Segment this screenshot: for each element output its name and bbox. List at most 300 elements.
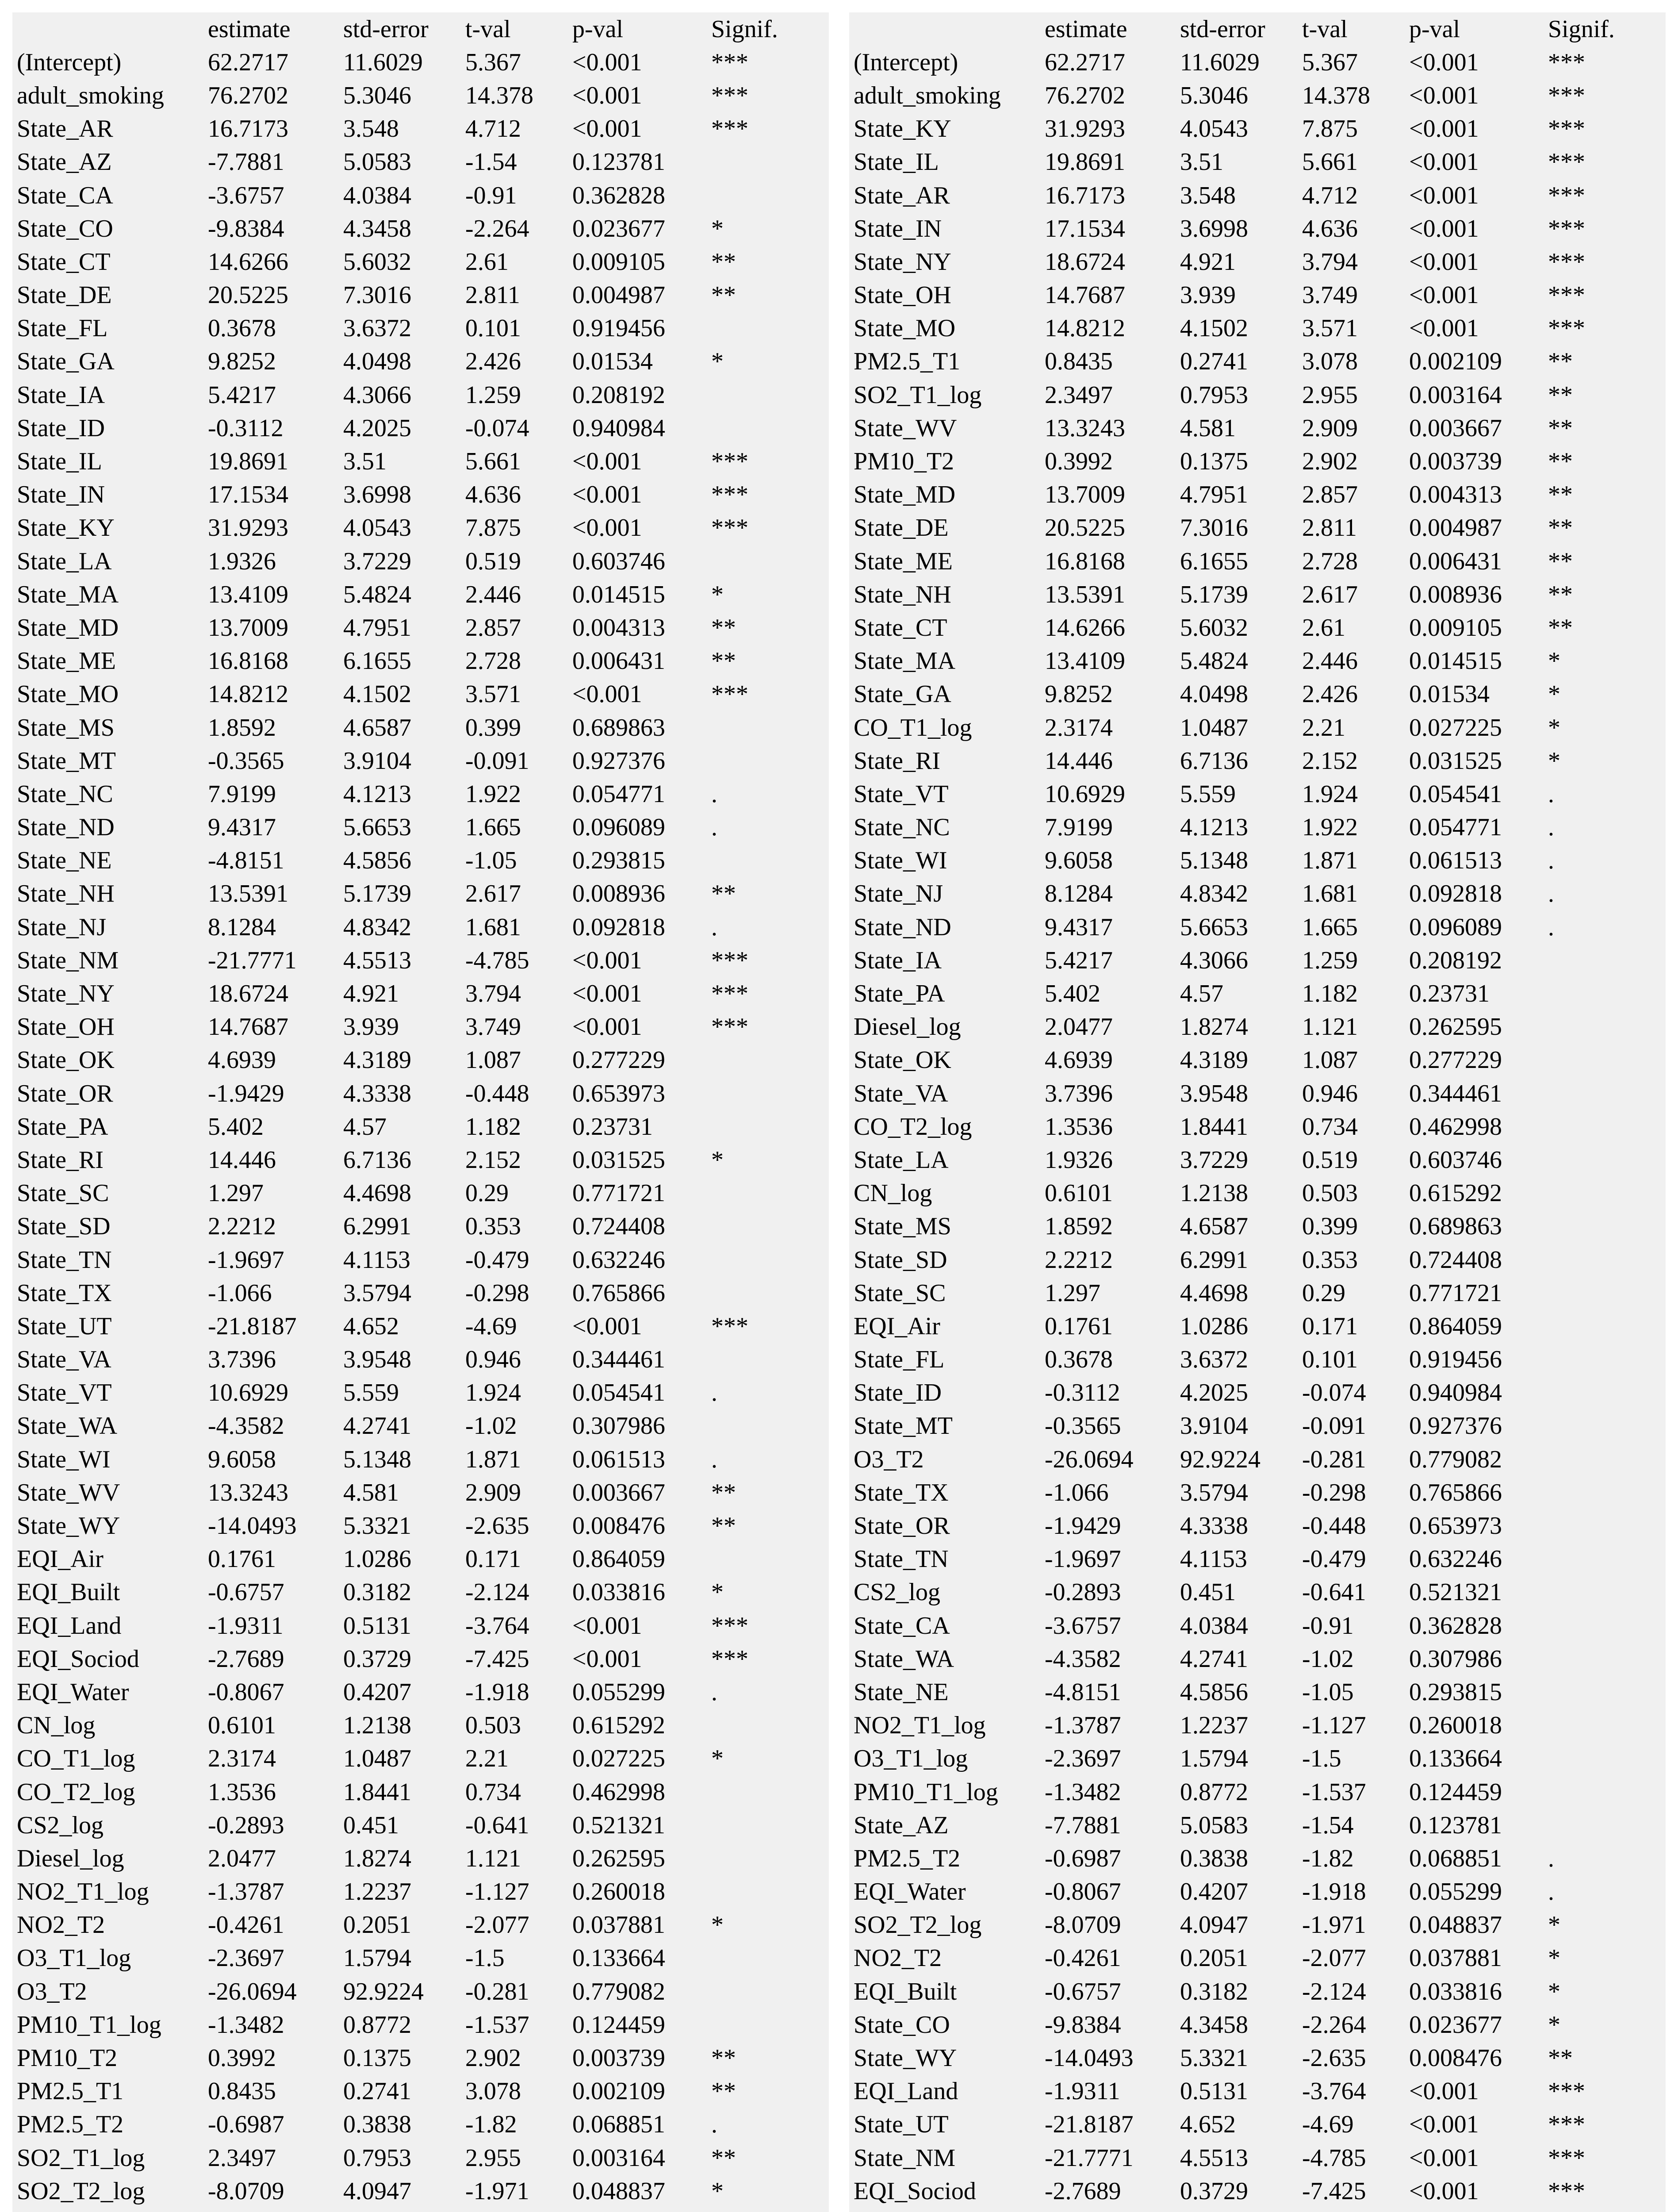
std-error-cell: 0.4207 bbox=[343, 1678, 411, 1706]
table-row bbox=[12, 1576, 789, 1609]
p-val-cell: 0.054541 bbox=[572, 1379, 665, 1407]
std-error-cell: 4.1213 bbox=[343, 780, 411, 808]
signif-cell bbox=[707, 1276, 789, 1310]
estimate-cell: 1.297 bbox=[1045, 1279, 1100, 1307]
p-val-cell: 0.689863 bbox=[572, 714, 665, 741]
p-val-cell: 0.603746 bbox=[1409, 1146, 1502, 1174]
table-row bbox=[12, 1975, 789, 2008]
signif-cell: * bbox=[1548, 2011, 1560, 2039]
signif-cell bbox=[707, 411, 789, 445]
term-cell: EQI_Land bbox=[17, 1612, 122, 1640]
table-row bbox=[12, 1443, 789, 1476]
table-row bbox=[849, 1742, 1626, 1775]
p-val-cell: 0.307986 bbox=[1409, 1645, 1502, 1673]
p-val-cell: 0.054541 bbox=[1409, 780, 1502, 808]
term-cell: State_SC bbox=[17, 1179, 109, 1207]
t-val-cell: -1.02 bbox=[465, 1412, 517, 1440]
t-val-cell: 2.857 bbox=[465, 614, 521, 641]
t-val-cell: 0.734 bbox=[1302, 1113, 1358, 1141]
estimate-cell: 0.3678 bbox=[1045, 1346, 1113, 1374]
std-error-cell: 4.0498 bbox=[1180, 680, 1248, 708]
estimate-cell: 1.3536 bbox=[1045, 1113, 1113, 1141]
signif-cell: . bbox=[711, 814, 717, 841]
estimate-cell: 2.3174 bbox=[1045, 714, 1113, 741]
t-val-cell: -3.764 bbox=[465, 1612, 529, 1640]
std-error-cell: 1.2138 bbox=[1180, 1179, 1248, 1207]
t-val-cell: -0.298 bbox=[465, 1279, 529, 1307]
table-row bbox=[849, 777, 1626, 810]
signif-cell bbox=[707, 146, 789, 179]
std-error-cell: 4.5513 bbox=[1180, 2144, 1248, 2172]
term-cell: State_WA bbox=[854, 1645, 954, 1673]
table-row bbox=[12, 1210, 789, 1243]
signif-cell bbox=[707, 744, 789, 777]
p-val-cell: 0.208192 bbox=[1409, 946, 1502, 974]
signif-cell bbox=[1544, 1543, 1626, 1576]
std-error-cell: 4.5856 bbox=[343, 847, 411, 875]
p-val-cell: 0.277229 bbox=[572, 1046, 665, 1074]
signif-cell: *** bbox=[1548, 148, 1585, 176]
std-error-cell: 7.3016 bbox=[343, 281, 411, 309]
estimate-cell: -1.066 bbox=[1045, 1479, 1109, 1506]
signif-cell: *** bbox=[711, 680, 748, 708]
p-val-cell: 0.002109 bbox=[1409, 348, 1502, 376]
signif-cell bbox=[707, 1775, 789, 1809]
std-error-cell: 4.3338 bbox=[343, 1079, 411, 1107]
table-row bbox=[849, 1077, 1626, 1110]
p-val-cell: 0.307986 bbox=[572, 1412, 665, 1440]
estimate-cell: 2.0477 bbox=[208, 1844, 276, 1872]
signif-cell bbox=[707, 1875, 789, 1909]
t-val-cell: 2.857 bbox=[1302, 481, 1358, 509]
std-error-cell: 4.8342 bbox=[1180, 880, 1248, 908]
signif-cell bbox=[707, 1409, 789, 1443]
estimate-cell: -1.3787 bbox=[208, 1878, 284, 1906]
t-val-cell: -2.264 bbox=[1302, 2011, 1366, 2039]
table-row bbox=[849, 578, 1626, 611]
estimate-cell: 9.8252 bbox=[208, 348, 276, 376]
term-cell: State_WY bbox=[17, 1512, 120, 1540]
signif-cell bbox=[1544, 1409, 1626, 1443]
estimate-cell: -1.3787 bbox=[1045, 1712, 1121, 1740]
table-row bbox=[12, 1010, 789, 1044]
std-error-cell: 3.7229 bbox=[343, 547, 411, 575]
right-regression-panel bbox=[849, 12, 1666, 2212]
t-val-cell: 3.078 bbox=[1302, 348, 1358, 376]
table-row bbox=[12, 2141, 789, 2174]
p-val-cell: 0.919456 bbox=[1409, 1346, 1502, 1374]
p-val-cell: 0.006431 bbox=[572, 647, 665, 675]
signif-cell bbox=[707, 1809, 789, 1842]
p-val-cell: 0.133664 bbox=[572, 1944, 665, 1972]
term-cell: State_NE bbox=[854, 1678, 949, 1706]
table-row bbox=[849, 645, 1626, 678]
signif-cell: ** bbox=[711, 281, 736, 309]
estimate-cell: 3.7396 bbox=[208, 1346, 276, 1374]
std-error-cell: 0.3182 bbox=[343, 1578, 411, 1606]
table-row bbox=[849, 1909, 1626, 1942]
table-row bbox=[12, 1143, 789, 1176]
term-cell: State_AZ bbox=[854, 1811, 949, 1839]
p-val-cell: <0.001 bbox=[1409, 181, 1479, 209]
header-p-val: p-val bbox=[1409, 15, 1460, 43]
std-error-cell: 4.581 bbox=[1180, 414, 1236, 442]
term-cell: CO_T2_log bbox=[854, 1113, 972, 1141]
term-cell: State_OH bbox=[854, 281, 951, 309]
std-error-cell: 5.3046 bbox=[343, 81, 411, 109]
estimate-cell: -1.066 bbox=[208, 1279, 272, 1307]
estimate-cell: 62.2717 bbox=[1045, 48, 1125, 76]
estimate-cell: -0.6757 bbox=[208, 1578, 284, 1606]
term-cell: State_CO bbox=[854, 2011, 950, 2039]
signif-cell bbox=[707, 1077, 789, 1110]
table-row bbox=[849, 545, 1626, 578]
std-error-cell: 0.7953 bbox=[343, 2144, 411, 2172]
term-cell: State_NY bbox=[854, 248, 951, 276]
estimate-cell: -0.4261 bbox=[208, 1911, 284, 1939]
p-val-cell: 0.632246 bbox=[572, 1246, 665, 1274]
signif-cell: *** bbox=[711, 81, 748, 109]
table-row bbox=[12, 1742, 789, 1775]
estimate-cell: 9.6058 bbox=[1045, 847, 1113, 875]
table-row bbox=[849, 1875, 1626, 1909]
t-val-cell: -1.5 bbox=[1302, 1745, 1341, 1773]
std-error-cell: 4.3338 bbox=[1180, 1512, 1248, 1540]
term-cell: State_VA bbox=[854, 1079, 948, 1107]
signif-cell: *** bbox=[711, 946, 748, 974]
signif-cell bbox=[707, 179, 789, 212]
p-val-cell: 0.124459 bbox=[572, 2011, 665, 2039]
term-cell: State_MT bbox=[854, 1412, 953, 1440]
table-row bbox=[12, 1110, 789, 1143]
p-val-cell: 0.293815 bbox=[1409, 1678, 1502, 1706]
signif-cell: *** bbox=[711, 1312, 748, 1340]
table-row bbox=[12, 910, 789, 944]
t-val-cell: 0.519 bbox=[1302, 1146, 1358, 1174]
signif-cell: ** bbox=[711, 2044, 736, 2072]
t-val-cell: 5.367 bbox=[465, 48, 521, 76]
header-t-val: t-val bbox=[1302, 15, 1348, 43]
term-cell: EQI_Air bbox=[17, 1545, 103, 1573]
estimate-cell: -2.7689 bbox=[1045, 2177, 1121, 2205]
term-cell: State_NE bbox=[17, 847, 112, 875]
table-row bbox=[849, 611, 1626, 644]
table-row bbox=[12, 1543, 789, 1576]
p-val-cell: 0.940984 bbox=[572, 414, 665, 442]
term-cell: State_NM bbox=[854, 2144, 956, 2172]
table-row bbox=[12, 179, 789, 212]
p-val-cell: 0.927376 bbox=[572, 747, 665, 775]
t-val-cell: -2.077 bbox=[1302, 1944, 1366, 1972]
signif-cell bbox=[707, 1975, 789, 2008]
estimate-cell: 17.1534 bbox=[1045, 215, 1125, 242]
std-error-cell: 92.9224 bbox=[343, 1978, 424, 2005]
std-error-cell: 4.57 bbox=[1180, 980, 1223, 1008]
estimate-cell: -26.0694 bbox=[208, 1978, 297, 2005]
signif-cell: ** bbox=[711, 647, 736, 675]
estimate-cell: 9.8252 bbox=[1045, 680, 1113, 708]
term-cell: State_SD bbox=[17, 1213, 111, 1240]
term-cell: State_ME bbox=[854, 547, 953, 575]
std-error-cell: 6.7136 bbox=[1180, 747, 1248, 775]
signif-cell: . bbox=[1548, 913, 1554, 941]
signif-cell bbox=[1544, 1210, 1626, 1243]
signif-cell: *** bbox=[711, 115, 748, 143]
estimate-cell: 1.9326 bbox=[1045, 1146, 1113, 1174]
table-row bbox=[12, 578, 789, 611]
table-row bbox=[849, 1609, 1626, 1642]
term-cell: State_NM bbox=[17, 946, 119, 974]
signif-cell bbox=[707, 1842, 789, 1875]
p-val-cell: 0.014515 bbox=[572, 580, 665, 608]
std-error-cell: 4.6587 bbox=[1180, 1213, 1248, 1240]
std-error-cell: 5.4824 bbox=[1180, 647, 1248, 675]
t-val-cell: 0.171 bbox=[465, 1545, 521, 1573]
table-row bbox=[12, 944, 789, 977]
table-row bbox=[12, 345, 789, 378]
estimate-cell: 0.6101 bbox=[1045, 1179, 1113, 1207]
p-val-cell: 0.092818 bbox=[572, 913, 665, 941]
table-row bbox=[12, 445, 789, 478]
p-val-cell: 0.462998 bbox=[1409, 1113, 1502, 1141]
p-val-cell: 0.779082 bbox=[1409, 1445, 1502, 1473]
estimate-cell: 31.9293 bbox=[208, 514, 288, 542]
term-cell: NO2_T2 bbox=[17, 1911, 105, 1939]
regression-table-by-variable bbox=[12, 12, 789, 2208]
term-cell: O3_T1_log bbox=[17, 1944, 131, 1972]
term-cell: State_NH bbox=[17, 880, 115, 908]
p-val-cell: 0.260018 bbox=[572, 1878, 665, 1906]
estimate-cell: -0.4261 bbox=[1045, 1944, 1121, 1972]
std-error-cell: 0.4207 bbox=[1180, 1878, 1248, 1906]
estimate-cell: -3.6757 bbox=[1045, 1612, 1121, 1640]
p-val-cell: 0.123781 bbox=[572, 148, 665, 176]
term-cell: CS2_log bbox=[854, 1578, 941, 1606]
term-cell: State_AR bbox=[17, 115, 113, 143]
table-row bbox=[849, 678, 1626, 711]
term-cell: EQI_Built bbox=[854, 1978, 957, 2005]
table-row bbox=[849, 445, 1626, 478]
std-error-cell: 4.581 bbox=[343, 1479, 399, 1506]
t-val-cell: 2.21 bbox=[465, 1745, 509, 1773]
header-std-error: std-error bbox=[1180, 15, 1265, 43]
estimate-cell: 4.6939 bbox=[208, 1046, 276, 1074]
p-val-cell: 0.092818 bbox=[1409, 880, 1502, 908]
estimate-cell: 13.5391 bbox=[1045, 580, 1125, 608]
t-val-cell: 2.909 bbox=[465, 1479, 521, 1506]
table-row bbox=[849, 46, 1626, 79]
p-val-cell: 0.068851 bbox=[572, 2111, 665, 2139]
std-error-cell: 5.0583 bbox=[1180, 1811, 1248, 1839]
p-val-cell: 0.014515 bbox=[1409, 647, 1502, 675]
table-row bbox=[849, 2075, 1626, 2108]
header-row bbox=[849, 12, 1626, 46]
table-row bbox=[12, 545, 789, 578]
term-cell: State_CA bbox=[854, 1612, 950, 1640]
table-row bbox=[12, 46, 789, 79]
t-val-cell: 0.29 bbox=[1302, 1279, 1345, 1307]
t-val-cell: 1.922 bbox=[1302, 814, 1358, 841]
std-error-cell: 1.2237 bbox=[343, 1878, 411, 1906]
term-cell: (Intercept) bbox=[17, 48, 122, 76]
p-val-cell: 0.003667 bbox=[1409, 414, 1502, 442]
signif-cell bbox=[1544, 1809, 1626, 1842]
p-val-cell: 0.293815 bbox=[572, 847, 665, 875]
table-row bbox=[849, 1642, 1626, 1675]
signif-cell: ** bbox=[1548, 414, 1573, 442]
t-val-cell: -0.281 bbox=[465, 1978, 529, 2005]
estimate-cell: -4.3582 bbox=[208, 1412, 284, 1440]
estimate-cell: -0.8067 bbox=[1045, 1878, 1121, 1906]
signif-cell: *** bbox=[711, 514, 748, 542]
t-val-cell: 4.712 bbox=[1302, 181, 1358, 209]
term-cell: CO_T1_log bbox=[854, 714, 972, 741]
table-row bbox=[849, 245, 1626, 278]
estimate-cell: -21.8187 bbox=[1045, 2111, 1134, 2139]
table-row bbox=[849, 1110, 1626, 1143]
estimate-cell: -0.2893 bbox=[208, 1811, 284, 1839]
term-cell: Diesel_log bbox=[854, 1013, 961, 1041]
p-val-cell: 0.689863 bbox=[1409, 1213, 1502, 1240]
signif-cell bbox=[1544, 1343, 1626, 1376]
signif-cell: *** bbox=[1548, 48, 1585, 76]
std-error-cell: 6.2991 bbox=[1180, 1246, 1248, 1274]
term-cell: State_KY bbox=[854, 115, 951, 143]
t-val-cell: 2.728 bbox=[465, 647, 521, 675]
signif-cell: ** bbox=[1548, 580, 1573, 608]
p-val-cell: <0.001 bbox=[572, 48, 642, 76]
t-val-cell: 4.712 bbox=[465, 115, 521, 143]
signif-cell: *** bbox=[1548, 181, 1585, 209]
signif-cell: *** bbox=[711, 48, 748, 76]
estimate-cell: -1.9311 bbox=[1045, 2078, 1120, 2105]
term-cell: State_UT bbox=[854, 2111, 949, 2139]
t-val-cell: 2.811 bbox=[1302, 514, 1357, 542]
p-val-cell: 0.01534 bbox=[572, 348, 653, 376]
table-row bbox=[12, 1709, 789, 1742]
term-cell: SO2_T1_log bbox=[17, 2144, 145, 2172]
std-error-cell: 0.451 bbox=[1180, 1578, 1236, 1606]
std-error-cell: 5.559 bbox=[1180, 780, 1236, 808]
p-val-cell: <0.001 bbox=[572, 1645, 642, 1673]
std-error-cell: 4.652 bbox=[343, 1312, 399, 1340]
header-std-error: std-error bbox=[343, 15, 429, 43]
signif-cell: ** bbox=[711, 1479, 736, 1506]
t-val-cell: -2.635 bbox=[1302, 2044, 1366, 2072]
term-cell: EQI_Built bbox=[17, 1578, 120, 1606]
t-val-cell: -1.54 bbox=[1302, 1811, 1354, 1839]
estimate-cell: 13.4109 bbox=[208, 580, 288, 608]
table-row bbox=[12, 977, 789, 1010]
estimate-cell: 13.5391 bbox=[208, 880, 288, 908]
t-val-cell: 3.571 bbox=[465, 680, 521, 708]
std-error-cell: 4.921 bbox=[343, 980, 399, 1008]
std-error-cell: 4.3458 bbox=[343, 215, 411, 242]
table-row bbox=[12, 1243, 789, 1276]
p-val-cell: <0.001 bbox=[572, 481, 642, 509]
term-cell: PM2.5_T1 bbox=[854, 348, 961, 376]
estimate-cell: 14.6266 bbox=[208, 248, 288, 276]
table-row bbox=[12, 2108, 789, 2141]
std-error-cell: 5.6653 bbox=[1180, 913, 1248, 941]
p-val-cell: 0.004987 bbox=[572, 281, 665, 309]
p-val-cell: 0.262595 bbox=[572, 1844, 665, 1872]
estimate-cell: 1.297 bbox=[208, 1179, 264, 1207]
term-cell: PM2.5_T1 bbox=[17, 2078, 124, 2105]
t-val-cell: -1.82 bbox=[1302, 1844, 1354, 1872]
p-val-cell: 0.048837 bbox=[572, 2177, 665, 2205]
signif-cell bbox=[707, 1343, 789, 1376]
p-val-cell: 0.009105 bbox=[1409, 614, 1502, 641]
table-row bbox=[12, 2041, 789, 2074]
signif-cell: *** bbox=[1548, 2144, 1585, 2172]
estimate-cell: 5.4217 bbox=[208, 381, 276, 409]
signif-cell bbox=[1544, 1110, 1626, 1143]
std-error-cell: 5.3321 bbox=[343, 1512, 411, 1540]
t-val-cell: 2.955 bbox=[1302, 381, 1358, 409]
signif-cell: ** bbox=[1548, 614, 1573, 641]
t-val-cell: 0.101 bbox=[465, 315, 521, 342]
signif-cell: *** bbox=[711, 448, 748, 476]
p-val-cell: 0.919456 bbox=[572, 315, 665, 342]
estimate-cell: 16.7173 bbox=[1045, 181, 1125, 209]
term-cell: State_IA bbox=[854, 946, 942, 974]
signif-cell bbox=[1544, 1143, 1626, 1176]
t-val-cell: 2.617 bbox=[1302, 580, 1358, 608]
estimate-cell: -4.3582 bbox=[1045, 1645, 1121, 1673]
table-row bbox=[849, 1044, 1626, 1077]
t-val-cell: 14.378 bbox=[1302, 81, 1370, 109]
signif-cell: . bbox=[711, 913, 717, 941]
table-row bbox=[849, 146, 1626, 179]
std-error-cell: 4.57 bbox=[343, 1113, 387, 1141]
term-cell: State_NJ bbox=[17, 913, 107, 941]
table-row bbox=[849, 744, 1626, 777]
term-cell: EQI_Air bbox=[854, 1312, 940, 1340]
signif-cell: ** bbox=[1548, 547, 1573, 575]
p-val-cell: 0.765866 bbox=[572, 1279, 665, 1307]
p-val-cell: <0.001 bbox=[1409, 115, 1479, 143]
term-cell: State_DE bbox=[17, 281, 112, 309]
left-regression-panel bbox=[12, 12, 829, 2212]
term-cell: State_WI bbox=[854, 847, 947, 875]
table-row bbox=[12, 112, 789, 146]
signif-cell: . bbox=[1548, 1844, 1554, 1872]
signif-cell: *** bbox=[1548, 2111, 1585, 2139]
signif-cell: . bbox=[1548, 780, 1554, 808]
table-row bbox=[849, 345, 1626, 378]
p-val-cell: 0.004987 bbox=[1409, 514, 1502, 542]
t-val-cell: 5.367 bbox=[1302, 48, 1358, 76]
std-error-cell: 4.1213 bbox=[1180, 814, 1248, 841]
std-error-cell: 5.0583 bbox=[343, 148, 411, 176]
p-val-cell: 0.003164 bbox=[1409, 381, 1502, 409]
t-val-cell: -2.124 bbox=[1302, 1978, 1366, 2005]
table-row bbox=[12, 1675, 789, 1709]
table-row bbox=[12, 1909, 789, 1942]
t-val-cell: 2.902 bbox=[465, 2044, 521, 2072]
std-error-cell: 4.7951 bbox=[343, 614, 411, 641]
p-val-cell: 0.653973 bbox=[572, 1079, 665, 1107]
estimate-cell: 2.2212 bbox=[1045, 1246, 1113, 1274]
p-val-cell: 0.779082 bbox=[572, 1978, 665, 2005]
t-val-cell: 1.924 bbox=[465, 1379, 521, 1407]
p-val-cell: <0.001 bbox=[572, 680, 642, 708]
p-val-cell: 0.362828 bbox=[572, 181, 665, 209]
p-val-cell: 0.027225 bbox=[1409, 714, 1502, 741]
term-cell: State_ND bbox=[854, 913, 951, 941]
std-error-cell: 4.1502 bbox=[343, 680, 411, 708]
